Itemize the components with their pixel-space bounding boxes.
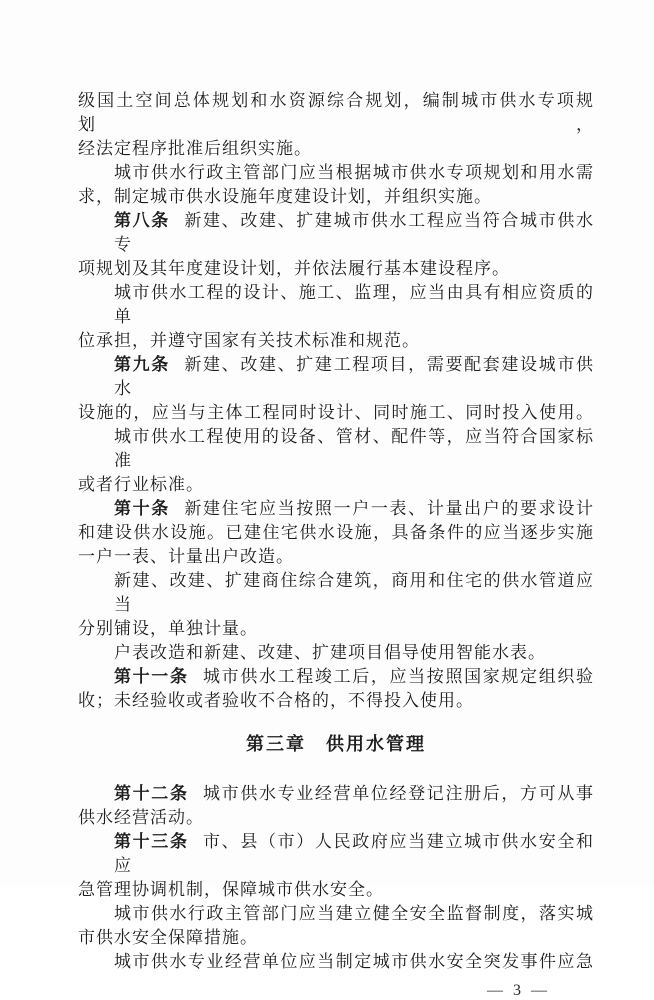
text-line: 城市供水专业经营单位应当制定城市供水安全突发事件应急 [114, 952, 594, 971]
text-line: 户表改造和新建、改建、扩建项目倡导使用智能水表。 [114, 643, 546, 662]
article-number: 第八条 [114, 211, 170, 230]
article-line [78, 782, 594, 806]
text-line: 城市供水工程使用的设备、管材、配件等，应当符合国家标准 [114, 427, 594, 470]
article-number: 第十二条 [114, 784, 189, 803]
article-text: 新建、改建、扩建城市供水工程应当符合城市供水专 [114, 211, 595, 254]
text-line: 经法定程序批准后组织实施。 [78, 139, 312, 158]
text-line: 和建设供水设施。已建住宅供水设施，具备条件的应当逐步实施 [78, 523, 594, 542]
text-line: 或者行业标准。 [78, 475, 204, 494]
text-line: 供水经营活动。 [78, 808, 204, 827]
text-line: 求，制定城市供水设施年度建设计划，并组织实施。 [78, 187, 492, 206]
text-line: 收；未经验收或者验收不合格的，不得投入使用。 [78, 691, 474, 710]
article-line [78, 209, 594, 257]
text-line: 位承担，并遵守国家有关技术标准和规范。 [78, 331, 420, 350]
text-line: 城市供水工程的设计、施工、监理，应当由具有相应资质的单 [114, 283, 594, 326]
text-line: 分别铺设，单独计量。 [78, 619, 258, 638]
page-number: — 3 — [487, 982, 550, 999]
body-lines-before-heading [78, 89, 594, 713]
article-line [78, 665, 594, 689]
article-text: 城市供水专业经营单位经登记注册后，方可从事 [203, 784, 594, 803]
text-line: 一户一表、计量出户改造。 [78, 547, 294, 566]
article-text: 新建住宅应当按照一户一表、计量出户的要求设计 [184, 499, 595, 518]
article-number: 第九条 [114, 355, 170, 374]
text-line: 城市供水行政主管部门应当建立健全安全监督制度，落实城 [114, 904, 594, 923]
article-line [78, 353, 594, 401]
article-line [78, 497, 594, 521]
article-text: 新建、改建、扩建工程项目，需要配套建设城市供水 [114, 355, 595, 398]
text-line: 项规划及其年度建设计划，并依法履行基本建设程序。 [78, 259, 510, 278]
article-number: 第十一条 [114, 667, 189, 686]
text-line: 新建、改建、扩建商住综合建筑，商用和住宅的供水管道应当 [114, 571, 594, 614]
article-text: 市、县（市）人民政府应当建立城市供水安全和应 [114, 832, 594, 875]
text-line: 急管理协调机制，保障城市供水安全。 [78, 880, 384, 899]
text-block [78, 89, 594, 1000]
article-number: 第十条 [114, 499, 170, 518]
article-text: 城市供水工程竣工后，应当按照国家规定组织验 [203, 667, 594, 686]
text-line: 设施的，应当与主体工程同时设计、同时施工、同时投入使用。 [78, 403, 594, 422]
article-number: 第十三条 [114, 832, 189, 851]
body-lines-after-heading [78, 782, 594, 974]
text-line: 级国土空间总体规划和水资源综合规划，编制城市供水专项规划， [78, 91, 594, 134]
text-line: 城市供水行政主管部门应当根据城市供水专项规划和用水需 [114, 163, 594, 182]
article-line [78, 830, 594, 878]
text-line: 市供水安全保障措施。 [78, 928, 258, 947]
chapter-heading: 第三章 供用水管理 [246, 734, 426, 754]
